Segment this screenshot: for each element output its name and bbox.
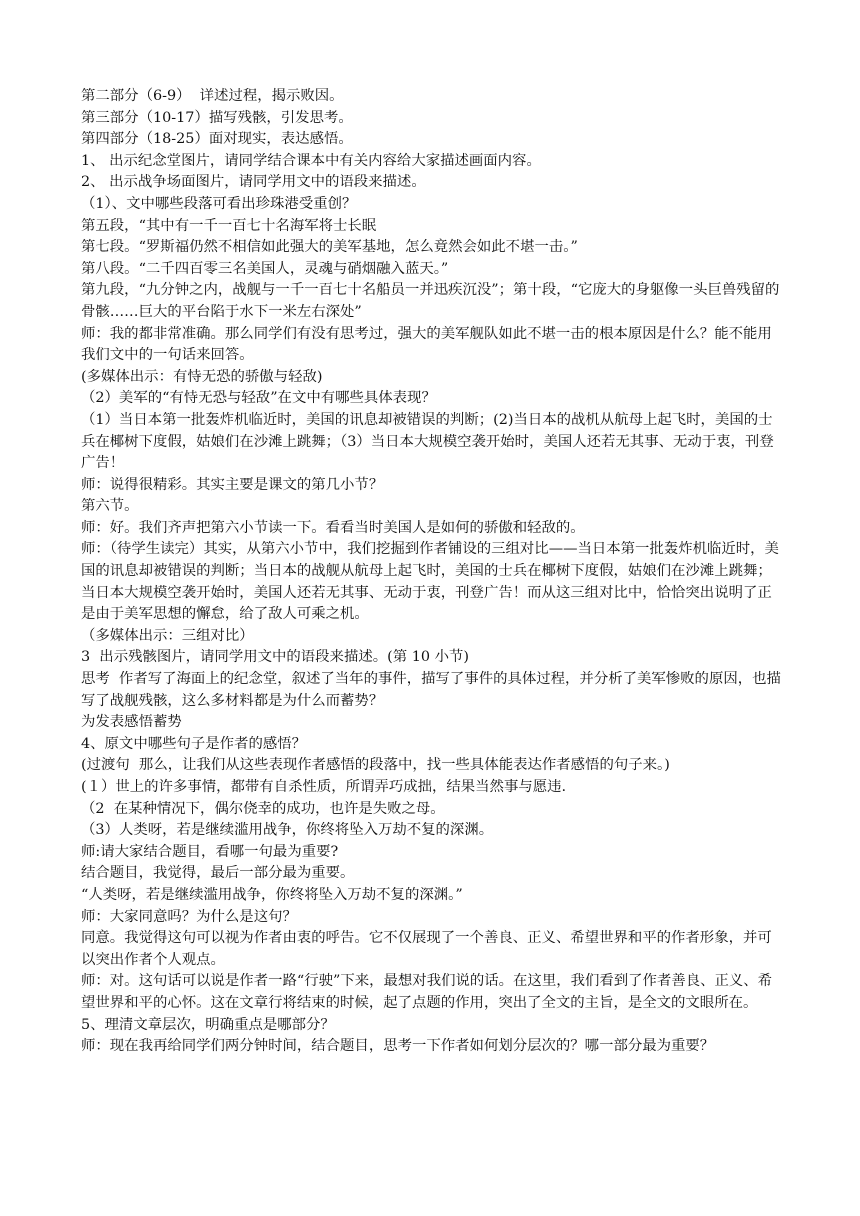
text-line: 1、 出示纪念堂图片，请同学结合课本中有关内容给大家描述画面内容。 (81, 152, 541, 169)
text-line: 第八段。“二千四百零三名美国人，灵魂与硝烟融入蓝天。” (81, 260, 449, 277)
text-line: 4、原文中哪些句子是作者的感悟？ (81, 735, 307, 752)
text-line: （1）、文中哪些段落可看出珍珠港受重创？ (81, 195, 357, 212)
text-line: 结合题目，我觉得，最后一部分最为重要。 (81, 865, 355, 882)
text-line: 师：大家同意吗？为什么是这句？ (81, 908, 297, 925)
text-line: 第二部分（6-9） 详述过程，揭示败因。 (81, 88, 344, 104)
text-line: 2、 出示战争场面图片，请同学用文中的语段来描述。 (81, 174, 426, 191)
document-page (81, 86, 781, 1058)
text-line: 3 出示残骸图片，请同学用文中的语段来描述。(第 10 小节) (81, 649, 469, 666)
text-paragraph: 思考 作者写了海面上的纪念堂，叙述了当年的事件，描写了事件的具体过程，并分析了美军惨败的原因，也描写了战舰残骸，这么多材料都是为什么而蓄势？ (81, 671, 781, 709)
text-line: 师:请大家结合题目，看哪一句最为重要? (81, 843, 339, 860)
text-paragraph: （1）当日本第一批轰炸机临近时，美国的讯息却被错误的判断；(2)当日本的战机从航母上起飞时，美国的士兵在椰树下度假，姑娘们在沙滩上跳舞；（3）当日本大规模空袭开始时，美国人还若无其事、无动于衷，刊登广告！ (81, 411, 774, 472)
text-line: 为发表感悟蓄势 (81, 714, 182, 731)
text-line: (过渡句 那么，让我们从这些表现作者感悟的段落中，找一些具体能表达作者感悟的句子来。) (81, 757, 670, 774)
text-line: 师：现在我再给同学们两分钟时间，结合题目，思考一下作者如何划分层次的？哪一部分最为重要？ (81, 1038, 715, 1055)
text-paragraph: 师：对。这句话可以说是作者一路“行驶”下来，最想对我们说的话。在这里，我们看到了作者善良、正义、希望世界和平的心怀。这在文章行将结束的时候，起了点题的作用，突出了全文的主旨，是全文的文眼所在。 (81, 973, 773, 1011)
text-line: （2）美军的“有恃无恐与轻敌”在文中有哪些具体表现？ (81, 390, 436, 407)
text-line: （多媒体出示：三组对比） (81, 627, 254, 644)
text-line: （2 在某种情况下，偶尔侥幸的成功，也许是失败之母。 (81, 800, 445, 817)
text-line: “人类呀，若是继续滥用战争，你终将坠入万劫不复的深渊。” (81, 886, 463, 903)
text-line: (１）世上的许多事情，都带有自杀性质，所谓弄巧成拙，结果当然事与愿违. (81, 779, 567, 795)
text-line: 第五段，“其中有一千一百七十名海军将士长眠 (81, 217, 377, 234)
text-line: 第四部分（18-25）面对现实，表达感悟。 (81, 131, 353, 148)
text-paragraph: 师：（待学生读完）其实，从第六小节中，我们挖掘到作者铺设的三组对比——当日本第一批轰炸机临近时，美国的讯息却被错误的判断；当日本的战舰从航母上起飞时，美国的士兵在椰树下度假，姑娘们在沙滩上跳舞；当日本大规模空袭开始时，美国人还若无其事、无动于衷，刊登广告！而从这三组对比中，恰恰突出说明了正是由于美军思想的懈怠，给了敌人可乘之机。 (81, 541, 779, 623)
text-paragraph: 同意。我觉得这句可以视为作者由衷的呼告。它不仅展现了一个善良、正义、希望世界和平的作者形象，并可以突出作者个人观点。 (81, 930, 772, 968)
text-paragraph: 师：我的都非常准确。那么同学们有没有思考过，强大的美军舰队如此不堪一击的根本原因是什么？能不能用我们文中的一句话来回答。 (81, 325, 772, 364)
text-line: 师：说得很精彩。其实主要是课文的第几小节？ (81, 476, 384, 493)
text-line: (多媒体出示：有恃无恐的骄傲与轻敌) (81, 368, 323, 385)
text-line: 师：好。我们齐声把第六小节读一下。看看当时美国人是如何的骄傲和轻敌的。 (81, 519, 585, 536)
text-line: 第三部分（10-17）描写残骸，引发思考。 (81, 109, 353, 126)
text-line: 5、理清文章层次，明确重点是哪部分？ (81, 1016, 335, 1033)
text-line: （3）人类呀，若是继续滥用战争，你终将坠入万劫不复的深渊。 (81, 822, 494, 839)
text-line: 第六节。 (81, 498, 139, 515)
text-line: 第七段。“罗斯福仍然不相信如此强大的美军基地，怎么竟然会如此不堪一击。” (81, 239, 578, 256)
text-paragraph: 第九段，“九分钟之内，战舰与一千一百七十名船员一并迅疾沉没”；第十段，“它庞大的身躯像一头巨兽残留的骨骸……巨大的平台陷于水下一米左右深处” (81, 282, 780, 320)
